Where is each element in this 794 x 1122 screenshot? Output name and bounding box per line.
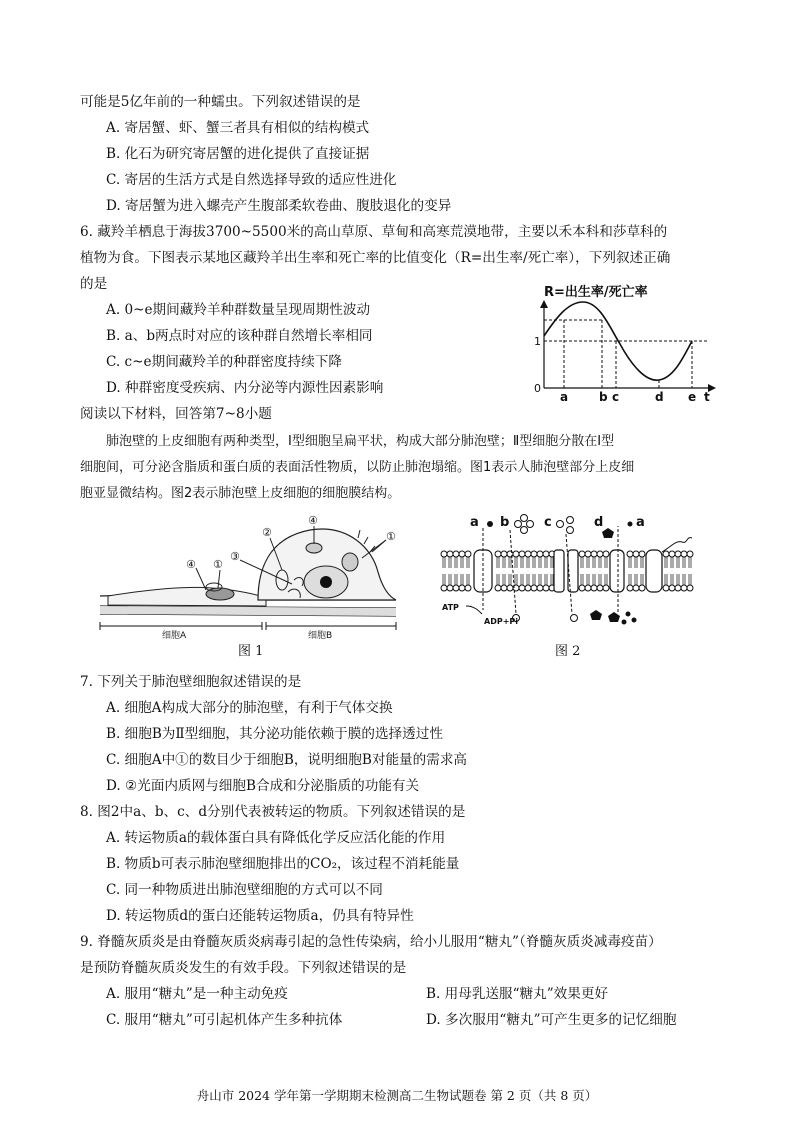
fig2-label-a-right: a — [636, 515, 645, 530]
q8-option-a: A. 转运物质a的载体蛋白具有降低化学反应活化能的作用 — [106, 830, 446, 846]
q5-option-a: A. 寄居蟹、虾、蟹三者具有相似的结构模式 — [106, 120, 370, 136]
lipid-head — [579, 551, 585, 557]
lipid-tail — [587, 574, 589, 585]
mark1-line — [218, 570, 220, 588]
x-label-e: e — [688, 390, 697, 404]
substance-c-inside — [571, 615, 578, 622]
lipid-head — [447, 585, 453, 591]
lipid-tail — [683, 557, 685, 568]
lipid-tail — [527, 574, 529, 585]
lipid-tail — [599, 557, 601, 568]
lipid-head — [441, 551, 447, 557]
graph-title: R=出生率/死亡率 — [544, 285, 648, 300]
q8-stem: 8. 图2中a、b、c、d分别代表被转运的物质。下列叙述错误的是 — [80, 804, 466, 820]
lipid-head — [531, 551, 537, 557]
lipid-head — [603, 585, 609, 591]
lipid-head — [603, 551, 609, 557]
cell-a-label: 细胞A — [162, 631, 187, 641]
q6-option-c: C. c~e期间藏羚羊的种群密度持续下降 — [106, 354, 342, 370]
lipid-tail — [599, 574, 601, 585]
atp-label: ATP — [442, 603, 459, 612]
x-label-c: c — [612, 390, 620, 404]
lipid-tail — [587, 557, 589, 568]
lipid-head — [441, 585, 447, 591]
cell-b-lamellar — [342, 553, 358, 571]
lipid-head — [501, 585, 507, 591]
lipid-tail — [671, 574, 673, 585]
fig1-mark-1-right: ① — [386, 530, 396, 543]
lipid-head — [543, 585, 549, 591]
lipid-tail — [665, 574, 667, 585]
lipid-head — [639, 551, 645, 557]
q6-graph — [528, 280, 718, 405]
q9-option-c: C. 服用“糖丸”可引起机体产生多种抗体 — [106, 1012, 343, 1028]
q9-option-d: D. 多次服用“糖丸”可产生更多的记忆细胞 — [426, 1012, 677, 1028]
q6-option-b: B. a、b两点时对应的该种群自然增长率相同 — [106, 328, 373, 344]
cell-b-label: 细胞B — [308, 631, 333, 641]
arrow-b — [510, 530, 516, 614]
lipid-tail — [677, 557, 679, 568]
lipid-tail — [449, 574, 451, 585]
lipid-tail — [581, 557, 583, 568]
lipid-tail — [497, 557, 499, 568]
fig2-label-a: a — [470, 515, 479, 530]
lipid-tail — [641, 574, 643, 585]
lipid-head — [579, 585, 585, 591]
q6-stem-line2: 植物为食。下图表示某地区藏羚羊出生率和死亡率的比值变化（R=出生率/死亡率），下列叙述正确 — [80, 250, 671, 266]
lipid-tail — [545, 557, 547, 568]
lipid-head — [525, 551, 531, 557]
channel-left — [554, 550, 564, 592]
lipid-head — [537, 551, 543, 557]
q8-option-c: C. 同一种物质进出肺泡壁细胞的方式可以不同 — [106, 882, 383, 898]
lipid-head — [663, 585, 669, 591]
lipid-tail — [461, 574, 463, 585]
lipid-tail — [605, 557, 607, 568]
lipid-head — [585, 551, 591, 557]
lipid-head — [465, 551, 471, 557]
substance-d-inside1 — [590, 610, 602, 620]
q7-option-a: A. 细胞A构成大部分的肺泡壁，有利于气体交换 — [106, 700, 393, 716]
substance-a-out — [628, 522, 633, 527]
lipid-tail — [443, 574, 445, 585]
lipid-head — [495, 585, 501, 591]
lipid-head — [453, 585, 459, 591]
x-label-b: b — [599, 390, 608, 404]
mark4-left-line — [196, 568, 206, 590]
lipid-tail — [671, 557, 673, 568]
lipid-tail — [677, 574, 679, 585]
q5-option-b: B. 化石为研究寄居蟹的进化提供了直接证据 — [106, 146, 370, 162]
reading-intro: 阅读以下材料，回答第7~8小题 — [80, 406, 272, 422]
q9-option-a: A. 服用“糖丸”是一种主动免疫 — [106, 986, 288, 1002]
lipid-tail — [509, 557, 511, 568]
material-line3: 胞亚显微结构。图2表示肺泡壁上皮细胞的细胞膜结构。 — [80, 486, 401, 501]
lipid-head — [465, 585, 471, 591]
fig1-mark-4-top: ④ — [308, 514, 318, 527]
lipid-tail — [515, 557, 517, 568]
q9-stem-line2: 是预防脊髓灰质炎发生的有效手段。下列叙述错误的是 — [80, 960, 407, 976]
lipid-head — [627, 551, 633, 557]
lipid-head — [447, 551, 453, 557]
x-label-t: t — [704, 390, 710, 404]
lipid-head — [585, 585, 591, 591]
substance-c3 — [567, 527, 574, 534]
q8-option-d: D. 转运物质d的蛋白还能转运物质a，仍具有特异性 — [106, 908, 414, 924]
substance-a-inside3 — [622, 620, 627, 625]
lipid-tail — [539, 574, 541, 585]
lipid-head — [459, 585, 465, 591]
lipid-head — [687, 585, 693, 591]
lipid-head — [681, 585, 687, 591]
cell-b-vesicle — [306, 543, 322, 553]
lipid-tail — [665, 557, 667, 568]
q5-option-c: C. 寄居的生活方式是自然选择导致的适应性进化 — [106, 172, 397, 188]
lipid-tail — [515, 574, 517, 585]
lipid-tail — [551, 574, 553, 585]
substance-b4 — [521, 527, 528, 534]
q6-option-d: D. 种群密度受疾病、内分泌等内源性因素影响 — [106, 380, 384, 396]
lipid-head — [681, 551, 687, 557]
substance-c1 — [557, 521, 564, 528]
figure-1-caption: 图 1 — [238, 644, 264, 659]
q7-option-b: B. 细胞B为Ⅱ型细胞，其分泌功能依赖于膜的选择透过性 — [106, 726, 443, 742]
q5-stem-end: 可能是5亿年前的一种蠕虫。下列叙述错误的是 — [80, 94, 361, 110]
x-label-a: a — [560, 390, 569, 404]
q5-option-d: D. 寄居蟹为进入螺壳产生腹部柔软卷曲、腹肢退化的变异 — [106, 198, 452, 214]
substance-b3 — [527, 521, 534, 528]
substance-b2 — [521, 515, 528, 522]
lipid-head — [513, 551, 519, 557]
lipid-head — [591, 551, 597, 557]
carrier-protein-d — [610, 550, 624, 592]
lipid-tail — [467, 557, 469, 568]
q9-option-b: B. 用母乳送服“糖丸”效果更好 — [426, 986, 609, 1002]
lipid-head — [591, 585, 597, 591]
q6-stem-line3: 的是 — [80, 276, 108, 292]
q6-stem-line1: 6. 藏羚羊栖息于海拔3700~5500米的高山草原、草甸和高寒荒漠地带，主要以禾本科和莎草科的 — [80, 224, 668, 240]
material-line2: 细胞间，可分泌含脂质和蛋白质的表面活性物质，以防止肺泡塌缩。图1表示人肺泡壁部分上皮细 — [80, 460, 635, 475]
lipid-tail — [545, 574, 547, 585]
lipid-head — [669, 585, 675, 591]
substance-c2 — [567, 517, 574, 524]
lipid-tail — [467, 574, 469, 585]
glycoprotein-chain — [662, 538, 692, 552]
fig1-mark-1: ① — [213, 558, 223, 571]
page-footer: 舟山市 2024 学年第一学期期末检测高二生物试题卷 第 2 页（共 8 页） — [196, 1088, 598, 1103]
lipid-tail — [533, 574, 535, 585]
lipid-tail — [455, 557, 457, 568]
q8-option-b: B. 物质b可表示肺泡壁细胞排出的CO₂，该过程不消耗能量 — [106, 856, 460, 872]
lipid-tail — [521, 574, 523, 585]
lipid-tail — [605, 574, 607, 585]
lipid-head — [525, 585, 531, 591]
lipid-tail — [689, 574, 691, 585]
lipid-head — [669, 551, 675, 557]
lipid-tail — [497, 574, 499, 585]
lipid-tail — [509, 574, 511, 585]
q7-option-c: C. 细胞A中①的数目少于细胞B，说明细胞B对能量的需求高 — [106, 752, 468, 768]
receptor-protein — [646, 550, 662, 592]
lipid-head — [597, 585, 603, 591]
lipid-head — [675, 551, 681, 557]
lipid-head — [507, 585, 513, 591]
q7-option-d: D. ②光面内质网与细胞B合成和分泌脂质的功能有关 — [106, 778, 420, 794]
lipid-head — [537, 585, 543, 591]
lipid-tail — [449, 557, 451, 568]
lipid-head — [531, 585, 537, 591]
lipid-head — [453, 551, 459, 557]
figure-2-caption: 图 2 — [555, 644, 581, 659]
substance-a-dot — [487, 521, 493, 527]
lipid-tail — [455, 574, 457, 585]
lipid-head — [501, 551, 507, 557]
lipid-tail — [635, 557, 637, 568]
lipid-head — [675, 585, 681, 591]
y-axis-arrow — [540, 300, 548, 308]
substance-a-inside2 — [632, 618, 637, 623]
lipid-head — [519, 551, 525, 557]
lipid-head — [687, 551, 693, 557]
lipid-tail — [689, 557, 691, 568]
lipid-tail — [593, 574, 595, 585]
lipid-head — [633, 585, 639, 591]
atp-arrow — [466, 606, 482, 614]
lipid-tail — [503, 557, 505, 568]
lipid-tail — [683, 574, 685, 585]
lipid-tail — [629, 574, 631, 585]
lipid-tail — [593, 557, 595, 568]
substance-a-inside1 — [626, 612, 631, 617]
lipid-tail — [443, 557, 445, 568]
lipid-tail — [527, 557, 529, 568]
lipid-tail — [635, 574, 637, 585]
q6-option-a: A. 0~e期间藏羚羊种群数量呈现周期性波动 — [106, 302, 371, 318]
lipid-head — [459, 551, 465, 557]
lipid-tail — [539, 557, 541, 568]
cell-b-nucleolus — [320, 576, 332, 588]
substance-d-inside2 — [608, 612, 620, 622]
lipid-head — [663, 551, 669, 557]
lipid-tail — [461, 557, 463, 568]
substance-b1 — [515, 521, 522, 528]
lipid-head — [627, 585, 633, 591]
lipid-head — [597, 551, 603, 557]
figure-1 — [96, 510, 412, 645]
q7-stem: 7. 下列关于肺泡壁细胞叙述错误的是 — [80, 674, 302, 690]
lipid-tail — [503, 574, 505, 585]
q9-stem-line1: 9. 脊髓灰质炎是由脊髓灰质炎病毒引起的急性传染病，给小儿服用“糖丸”（脊髓灰质炎减毒疫苗） — [80, 934, 662, 950]
fig1-mark-2: ② — [262, 526, 272, 539]
lipid-head — [639, 585, 645, 591]
x-label-d: d — [655, 390, 664, 404]
fig2-label-b: b — [500, 515, 510, 530]
adp-label: ADP+Pi — [484, 617, 519, 626]
lipid-tail — [521, 557, 523, 568]
fig1-mark-4-left: ④ — [186, 558, 196, 571]
lipid-tail — [581, 574, 583, 585]
lipid-tail — [629, 557, 631, 568]
lipid-head — [543, 551, 549, 557]
fig1-mark-3: ③ — [230, 550, 240, 563]
substance-d — [602, 528, 614, 538]
origin-label: 0 — [534, 382, 541, 395]
lipid-tail — [551, 557, 553, 568]
lipid-tail — [533, 557, 535, 568]
lipid-head — [495, 551, 501, 557]
material-line1: 肺泡壁的上皮细胞有两种类型，Ⅰ型细胞呈扁平状，构成大部分肺泡壁；Ⅱ型细胞分散在Ⅰ型 — [106, 434, 615, 449]
fig2-label-c: c — [544, 515, 552, 530]
lipid-head — [633, 551, 639, 557]
fig2-label-d: d — [594, 515, 604, 530]
lipid-head — [519, 585, 525, 591]
figure-2 — [438, 510, 700, 635]
y-tick-1: 1 — [534, 335, 541, 348]
lipid-tail — [641, 557, 643, 568]
cell-a-body — [108, 587, 266, 606]
